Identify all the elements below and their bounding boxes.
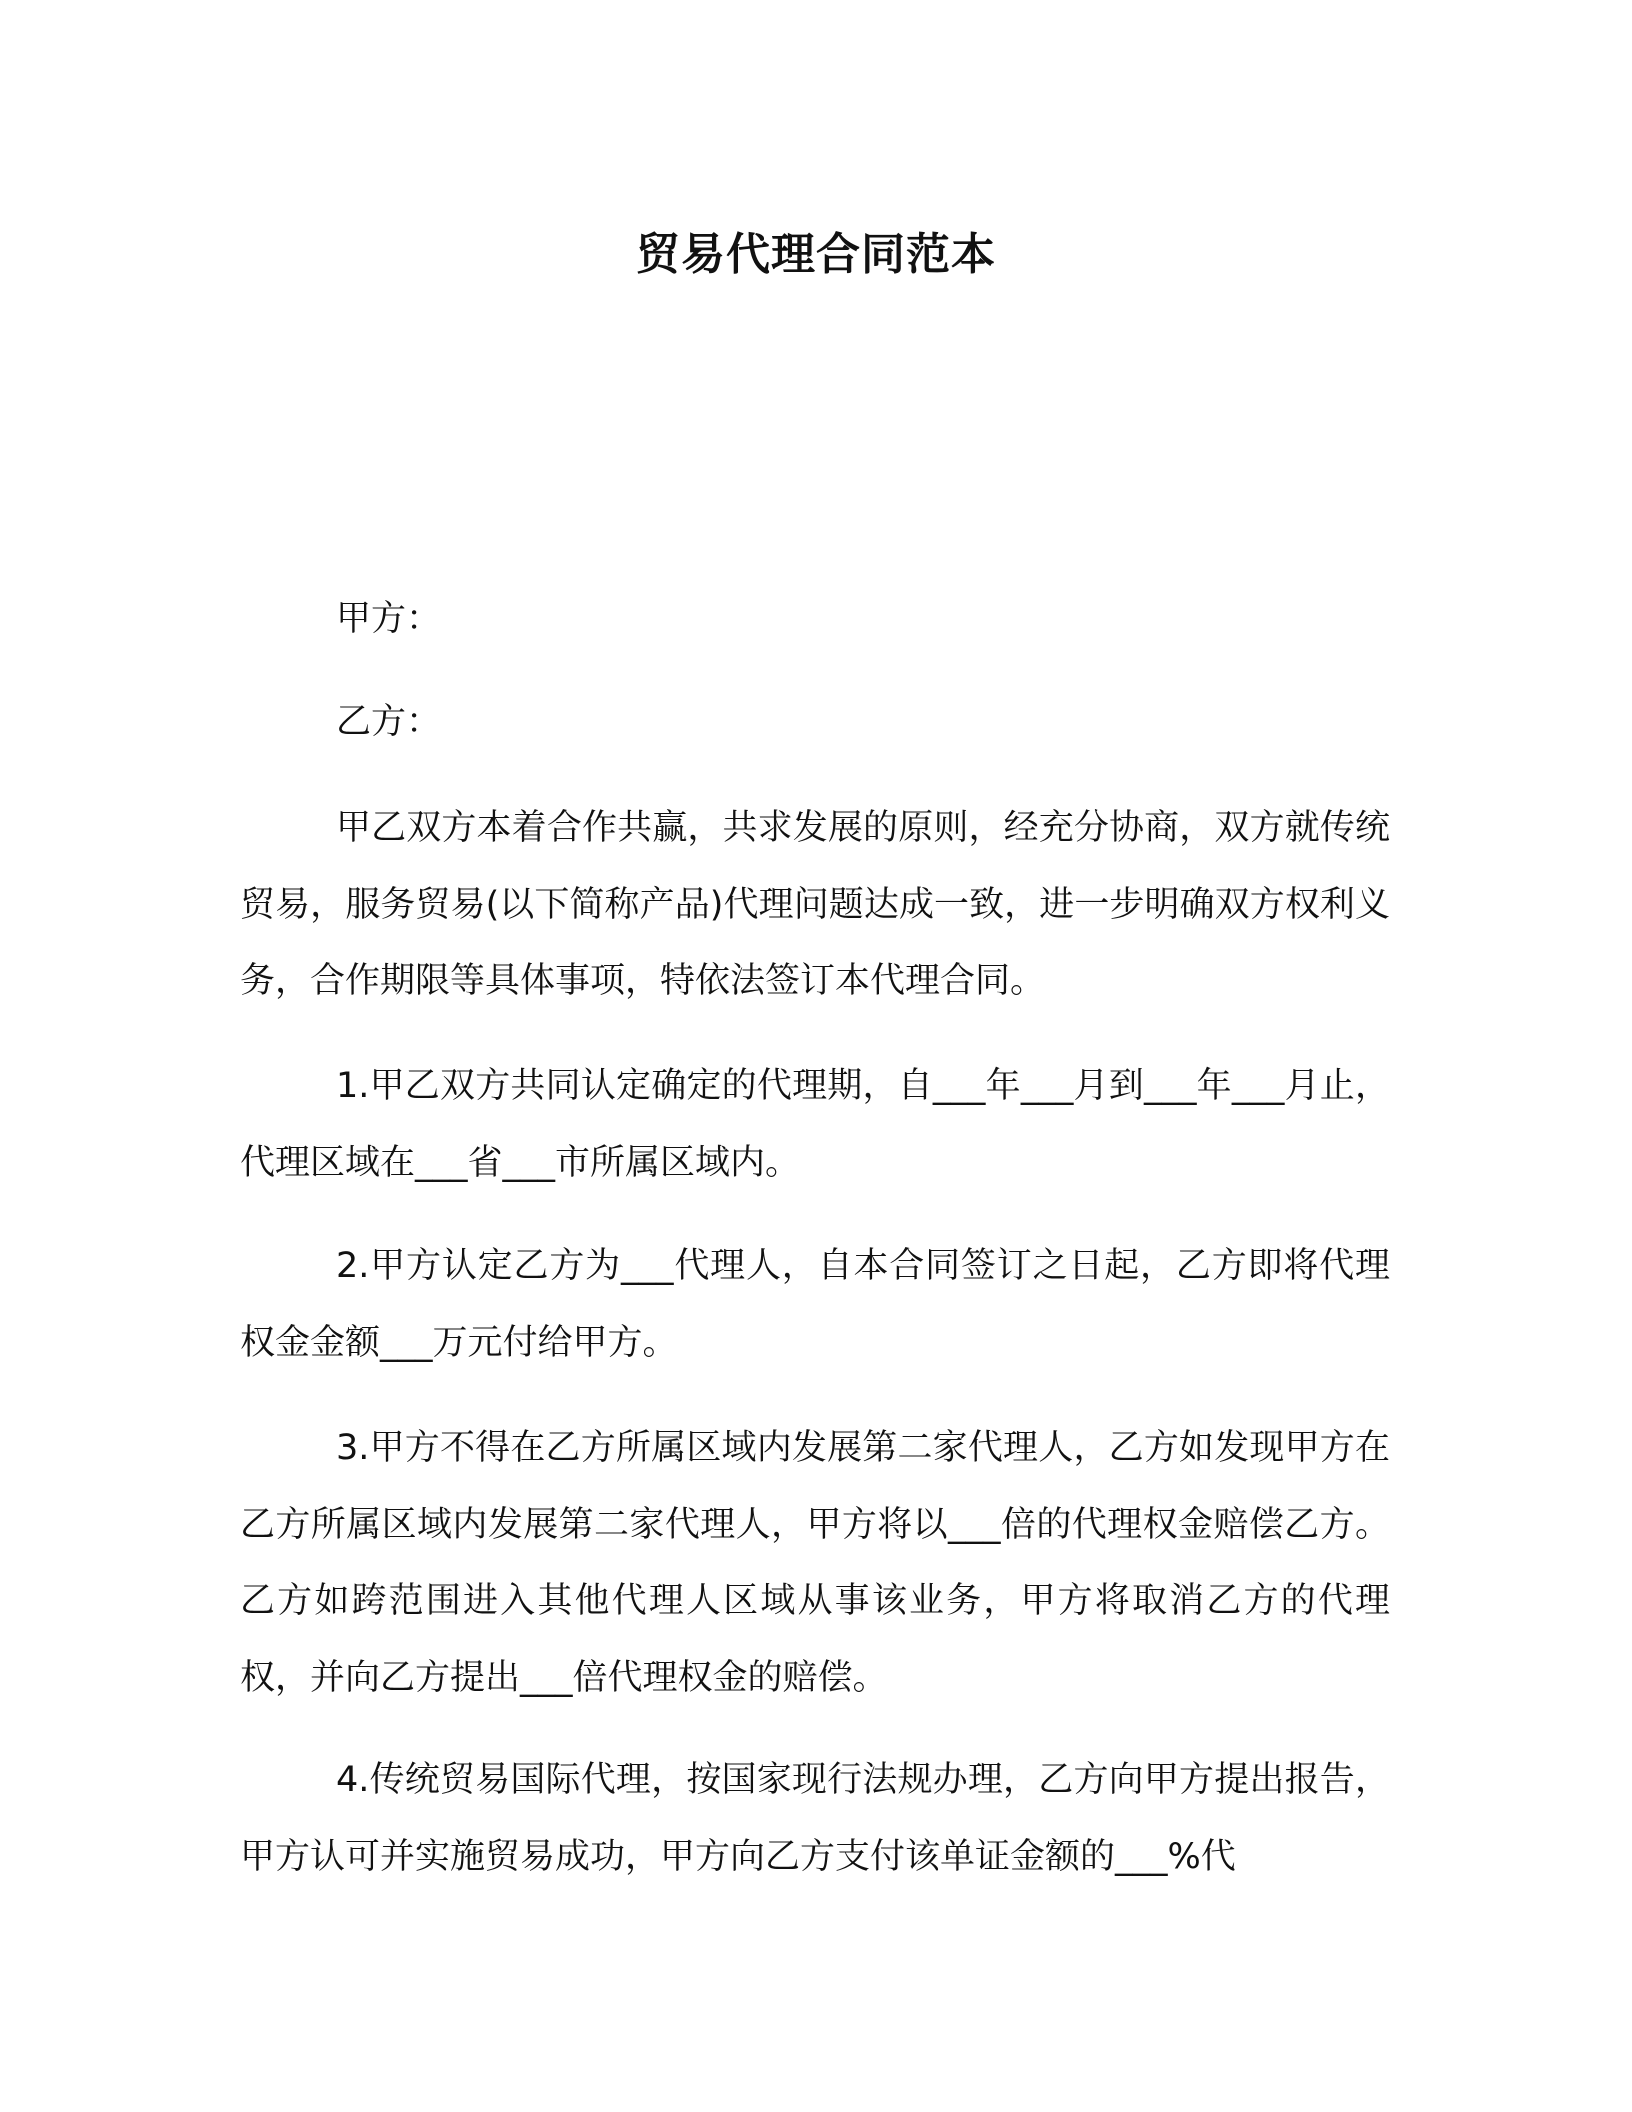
party-a-label: 甲方：	[336, 599, 442, 639]
clause-3-paragraph: 3.甲方不得在乙方所属区域内发展第二家代理人，乙方如发现甲方在乙方所属区域内发展第二家代理人，甲方将以___倍的代理权金赔偿乙方。乙方如跨范围进入其他代理人区域从事该业务，甲方将取消乙方的代理权，并向乙方提出___倍代理权金的赔偿。	[240, 1428, 1390, 1698]
intro-paragraph: 甲乙双方本着合作共赢，共求发展的原则，经充分协商，双方就传统贸易，服务贸易(以下简称产品)代理问题达成一致，进一步明确双方权利义务，合作期限等具体事项，特依法签订本代理合同。	[240, 808, 1390, 1001]
clause-2-paragraph: 2.甲方认定乙方为___代理人，自本合同签订之日起，乙方即将代理权金金额___万元付给甲方。	[240, 1246, 1390, 1363]
party-b-label: 乙方：	[336, 702, 442, 742]
clause-1-paragraph: 1.甲乙双方共同认定确定的代理期，自___年___月到___年___月止，代理区域在___省___市所属区域内。	[240, 1066, 1390, 1183]
clause-4-paragraph: 4.传统贸易国际代理，按国家现行法规办理，乙方向甲方提出报告，甲方认可并实施贸易成功，甲方向乙方支付该单证金额的___%代	[240, 1760, 1390, 1877]
document-title: 贸易代理合同范本	[636, 229, 996, 280]
